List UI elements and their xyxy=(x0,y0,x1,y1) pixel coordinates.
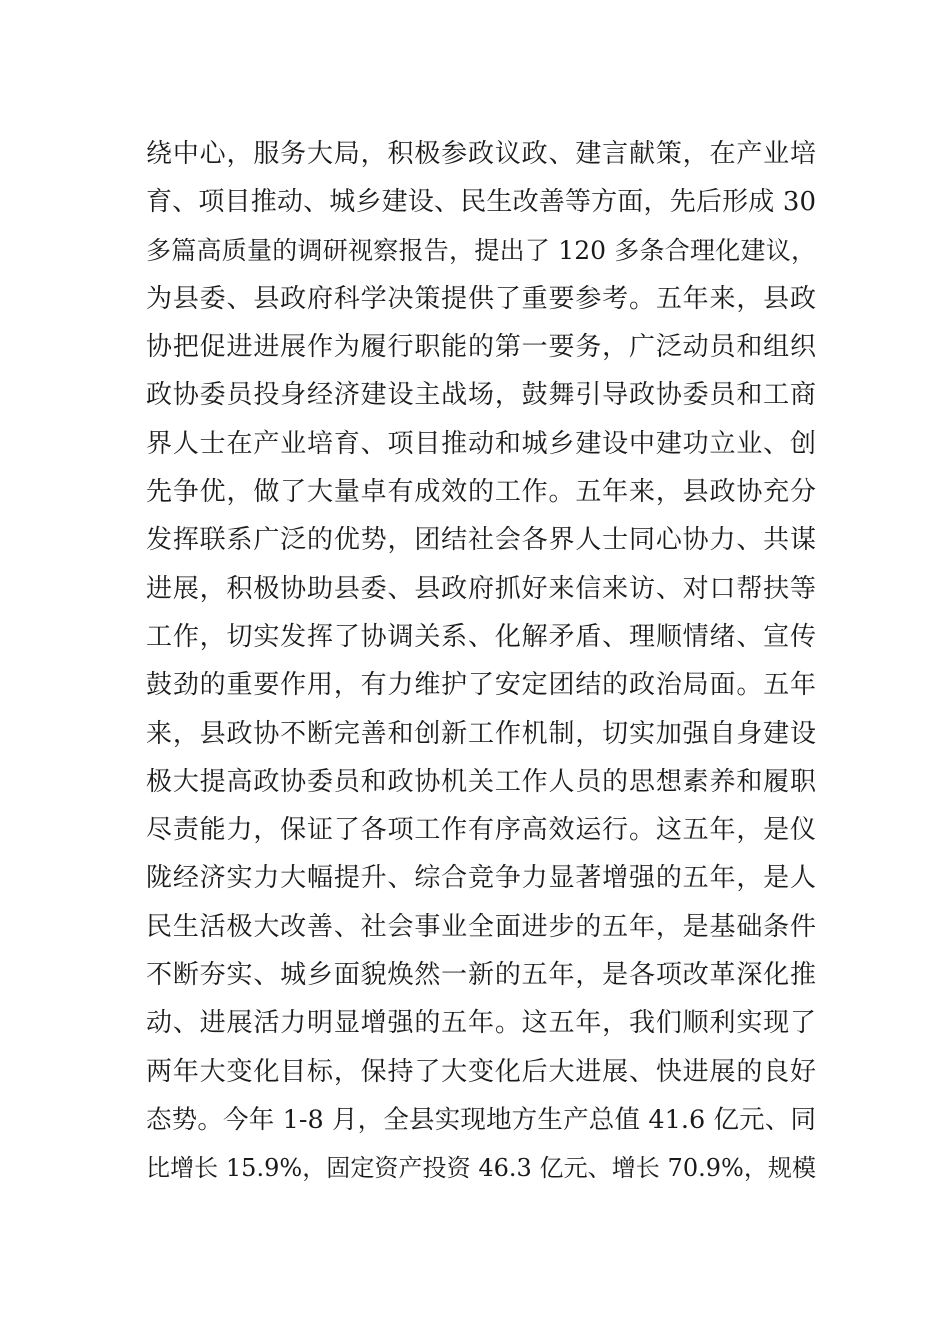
text-line: 先争优，做了大量卓有成效的工作。五年来，县政协充分 xyxy=(146,477,816,508)
text-line: 进展，积极协助县委、县政府抓好来信来访、对口帮扶等 xyxy=(146,573,816,604)
body-paragraph xyxy=(146,130,816,1193)
text-line: 动、进展活力明显增强的五年。这五年，我们顺利实现了 xyxy=(146,1008,816,1039)
text-line: 两年大变化目标，保持了大变化后大进展、快进展的良好 xyxy=(146,1056,816,1087)
text-line: 极大提高政协委员和政协机关工作人员的思想素养和履职 xyxy=(146,766,816,797)
text-line: 协把促进进展作为履行职能的第一要务，广泛动员和组织 xyxy=(146,332,816,363)
text-line: 陇经济实力大幅提升、综合竞争力显著增强的五年，是人 xyxy=(146,863,816,894)
text-line: 尽责能力，保证了各项工作有序高效运行。这五年，是仪 xyxy=(146,815,816,846)
text-line: 工作，切实发挥了协调关系、化解矛盾、理顺情绪、宣传 xyxy=(146,621,816,652)
text-line: 鼓劲的重要作用，有力维护了安定团结的政治局面。五年 xyxy=(146,670,816,701)
text-line: 不断夯实、城乡面貌焕然一新的五年，是各项改革深化推 xyxy=(146,960,816,991)
text-line: 育、项目推动、城乡建设、民生改善等方面，先后形成 30 xyxy=(146,187,816,218)
text-line: 来，县政协不断完善和创新工作机制，切实加强自身建设 xyxy=(146,718,816,749)
text-line: 为县委、县政府科学决策提供了重要参考。五年来，县政 xyxy=(146,283,816,314)
text-line: 比增长 15.9%，固定资产投资 46.3 亿元、增长 70.9%，规模 xyxy=(146,1154,816,1183)
text-line: 民生活极大改善、社会事业全面进步的五年，是基础条件 xyxy=(146,911,816,942)
text-line: 发挥联系广泛的优势，团结社会各界人士同心协力、共谋 xyxy=(146,525,816,556)
text-line: 绕中心，服务大局，积极参政议政、建言献策，在产业培 xyxy=(146,139,816,169)
text-line: 多篇高质量的调研视察报告，提出了 120 多条合理化建议， xyxy=(146,235,816,265)
text-line: 界人士在产业培育、项目推动和城乡建设中建功立业、创 xyxy=(146,428,816,459)
text-line: 政协委员投身经济建设主战场，鼓舞引导政协委员和工商 xyxy=(146,380,816,411)
text-line: 态势。今年 1-8 月，全县实现地方生产总值 41.6 亿元、同 xyxy=(146,1104,816,1135)
